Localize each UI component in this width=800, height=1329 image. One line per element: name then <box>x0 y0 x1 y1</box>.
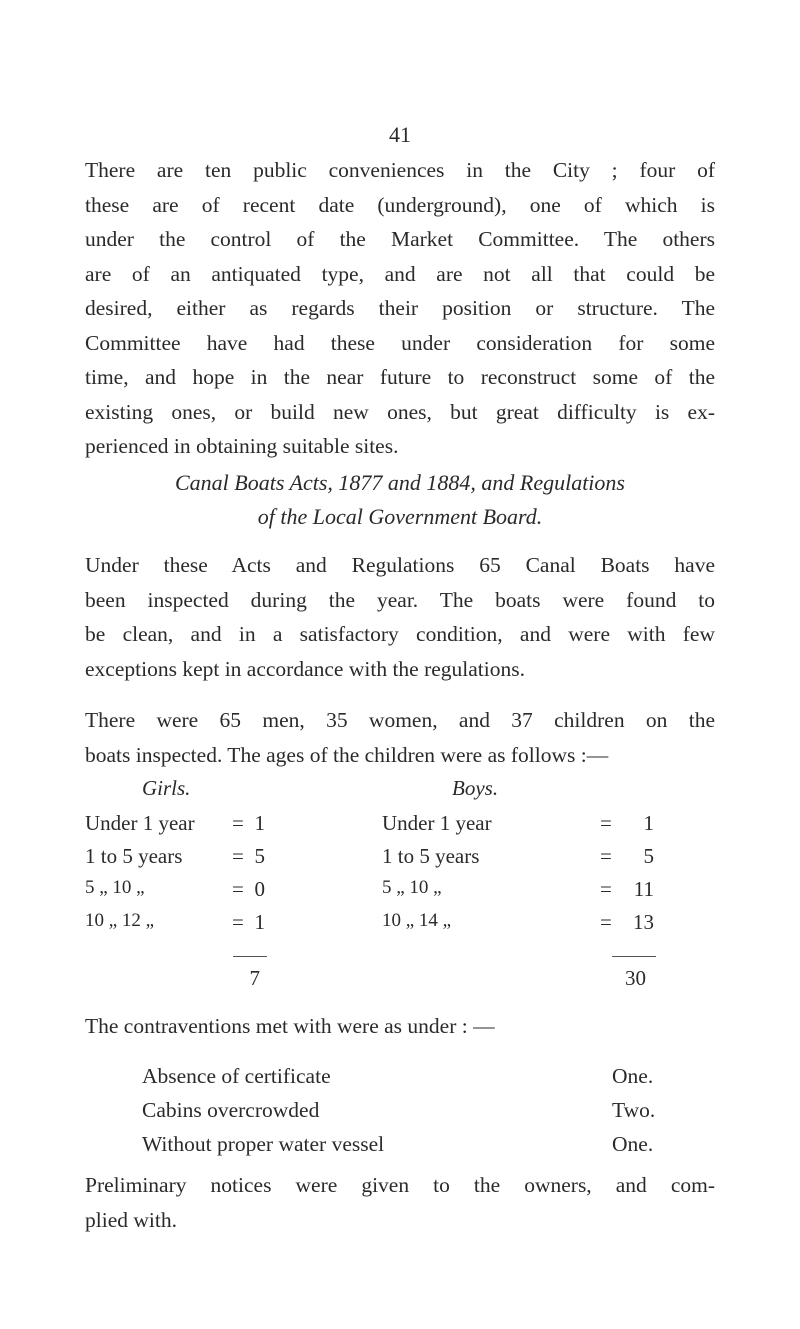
girls-row-label: 5 „ 10 „ <box>85 877 145 898</box>
page-number: 41 <box>389 122 411 147</box>
girls-row-value: 0 <box>254 877 265 901</box>
boys-total: 30 <box>625 966 646 990</box>
boys-row-label: 10 „ 14 „ <box>382 910 452 931</box>
text-line: under the control of the Market Committee. The others <box>85 227 715 251</box>
girls-row-eq: = <box>232 910 244 934</box>
boys-row-value: 5 <box>643 844 654 868</box>
text-line: plied with. <box>85 1207 177 1232</box>
girls-row-eq: = <box>232 811 244 835</box>
girls-total-rule <box>233 956 267 957</box>
girls-row-label: 10 „ 12 „ <box>85 910 155 931</box>
text-line: are of an antiquated type, and are not all that could be <box>85 261 715 286</box>
text-line: perienced in obtaining suitable sites. <box>85 434 399 458</box>
text-line: Preliminary notices were given to the owners, and com- <box>85 1173 715 1197</box>
boys-row-label: 1 to 5 years <box>382 844 480 868</box>
boys-row-eq: = <box>600 877 612 901</box>
contraventions-intro: The contraventions met with were as under : — <box>85 1014 495 1038</box>
girls-row-value: 5 <box>254 844 265 868</box>
girls-header: Girls. <box>142 776 191 800</box>
girls-row-label: Under 1 year <box>85 811 195 835</box>
text-line: time, and hope in the near future to reconstruct some of the <box>85 365 715 389</box>
girls-row-eq: = <box>232 844 244 868</box>
boys-row-label: Under 1 year <box>382 811 492 835</box>
boys-header: Boys. <box>452 776 499 800</box>
contravention-count: One. <box>612 1132 654 1156</box>
text-line: Committee have had these under consideration for some <box>85 330 715 355</box>
text-line: There are ten public conveniences in the City ; four of <box>85 158 715 182</box>
boys-row-eq: = <box>600 910 612 934</box>
boys-row-eq: = <box>600 811 612 835</box>
paragraph-public-conveniences <box>85 153 715 464</box>
section-heading-line2: of the Local Government Board. <box>257 504 543 529</box>
girls-row-eq: = <box>232 877 244 901</box>
boys-row-value: 11 <box>633 877 654 901</box>
text-line: exceptions kept in accordance with the regulations. <box>85 656 525 681</box>
boys-total-rule <box>612 956 656 957</box>
girls-total: 7 <box>249 966 260 990</box>
girls-row-value: 1 <box>254 811 265 835</box>
boys-row-label: 5 „ 10 „ <box>382 877 442 898</box>
girls-row-value: 1 <box>254 910 265 934</box>
contravention-count: Two. <box>612 1098 656 1122</box>
text-line: been inspected during the year. The boats were found to <box>85 587 715 612</box>
text-line: There were 65 men, 35 women, and 37 children on the <box>85 708 715 732</box>
girls-row-label: 1 to 5 years <box>85 844 183 868</box>
contravention-item: Absence of certificate <box>142 1064 331 1088</box>
text-line: these are of recent date (underground), one of which is <box>85 192 715 217</box>
contravention-count: One. <box>612 1064 654 1088</box>
paragraph-canal-boats-inspection <box>85 548 715 686</box>
paragraph-persons-on-boats <box>85 703 715 772</box>
paragraph-preliminary-notices <box>85 1168 715 1237</box>
text-line: be clean, and in a satisfactory condition, and were with few <box>85 622 715 646</box>
boys-row-eq: = <box>600 844 612 868</box>
text-line: existing ones, or build new ones, but great difficulty is ex- <box>85 399 715 424</box>
boys-row-value: 1 <box>643 811 654 835</box>
text-line: desired, either as regards their position or structure. The <box>85 296 715 320</box>
text-line: boats inspected. The ages of the children were as follows :— <box>85 742 609 767</box>
contravention-item: Without proper water vessel <box>142 1132 385 1156</box>
section-heading-line1: Canal Boats Acts, 1877 and 1884, and Regulations <box>175 470 625 495</box>
text-line: Under these Acts and Regulations 65 Canal Boats have <box>85 553 715 577</box>
boys-row-value: 13 <box>633 910 654 934</box>
contravention-item: Cabins overcrowded <box>142 1098 320 1122</box>
